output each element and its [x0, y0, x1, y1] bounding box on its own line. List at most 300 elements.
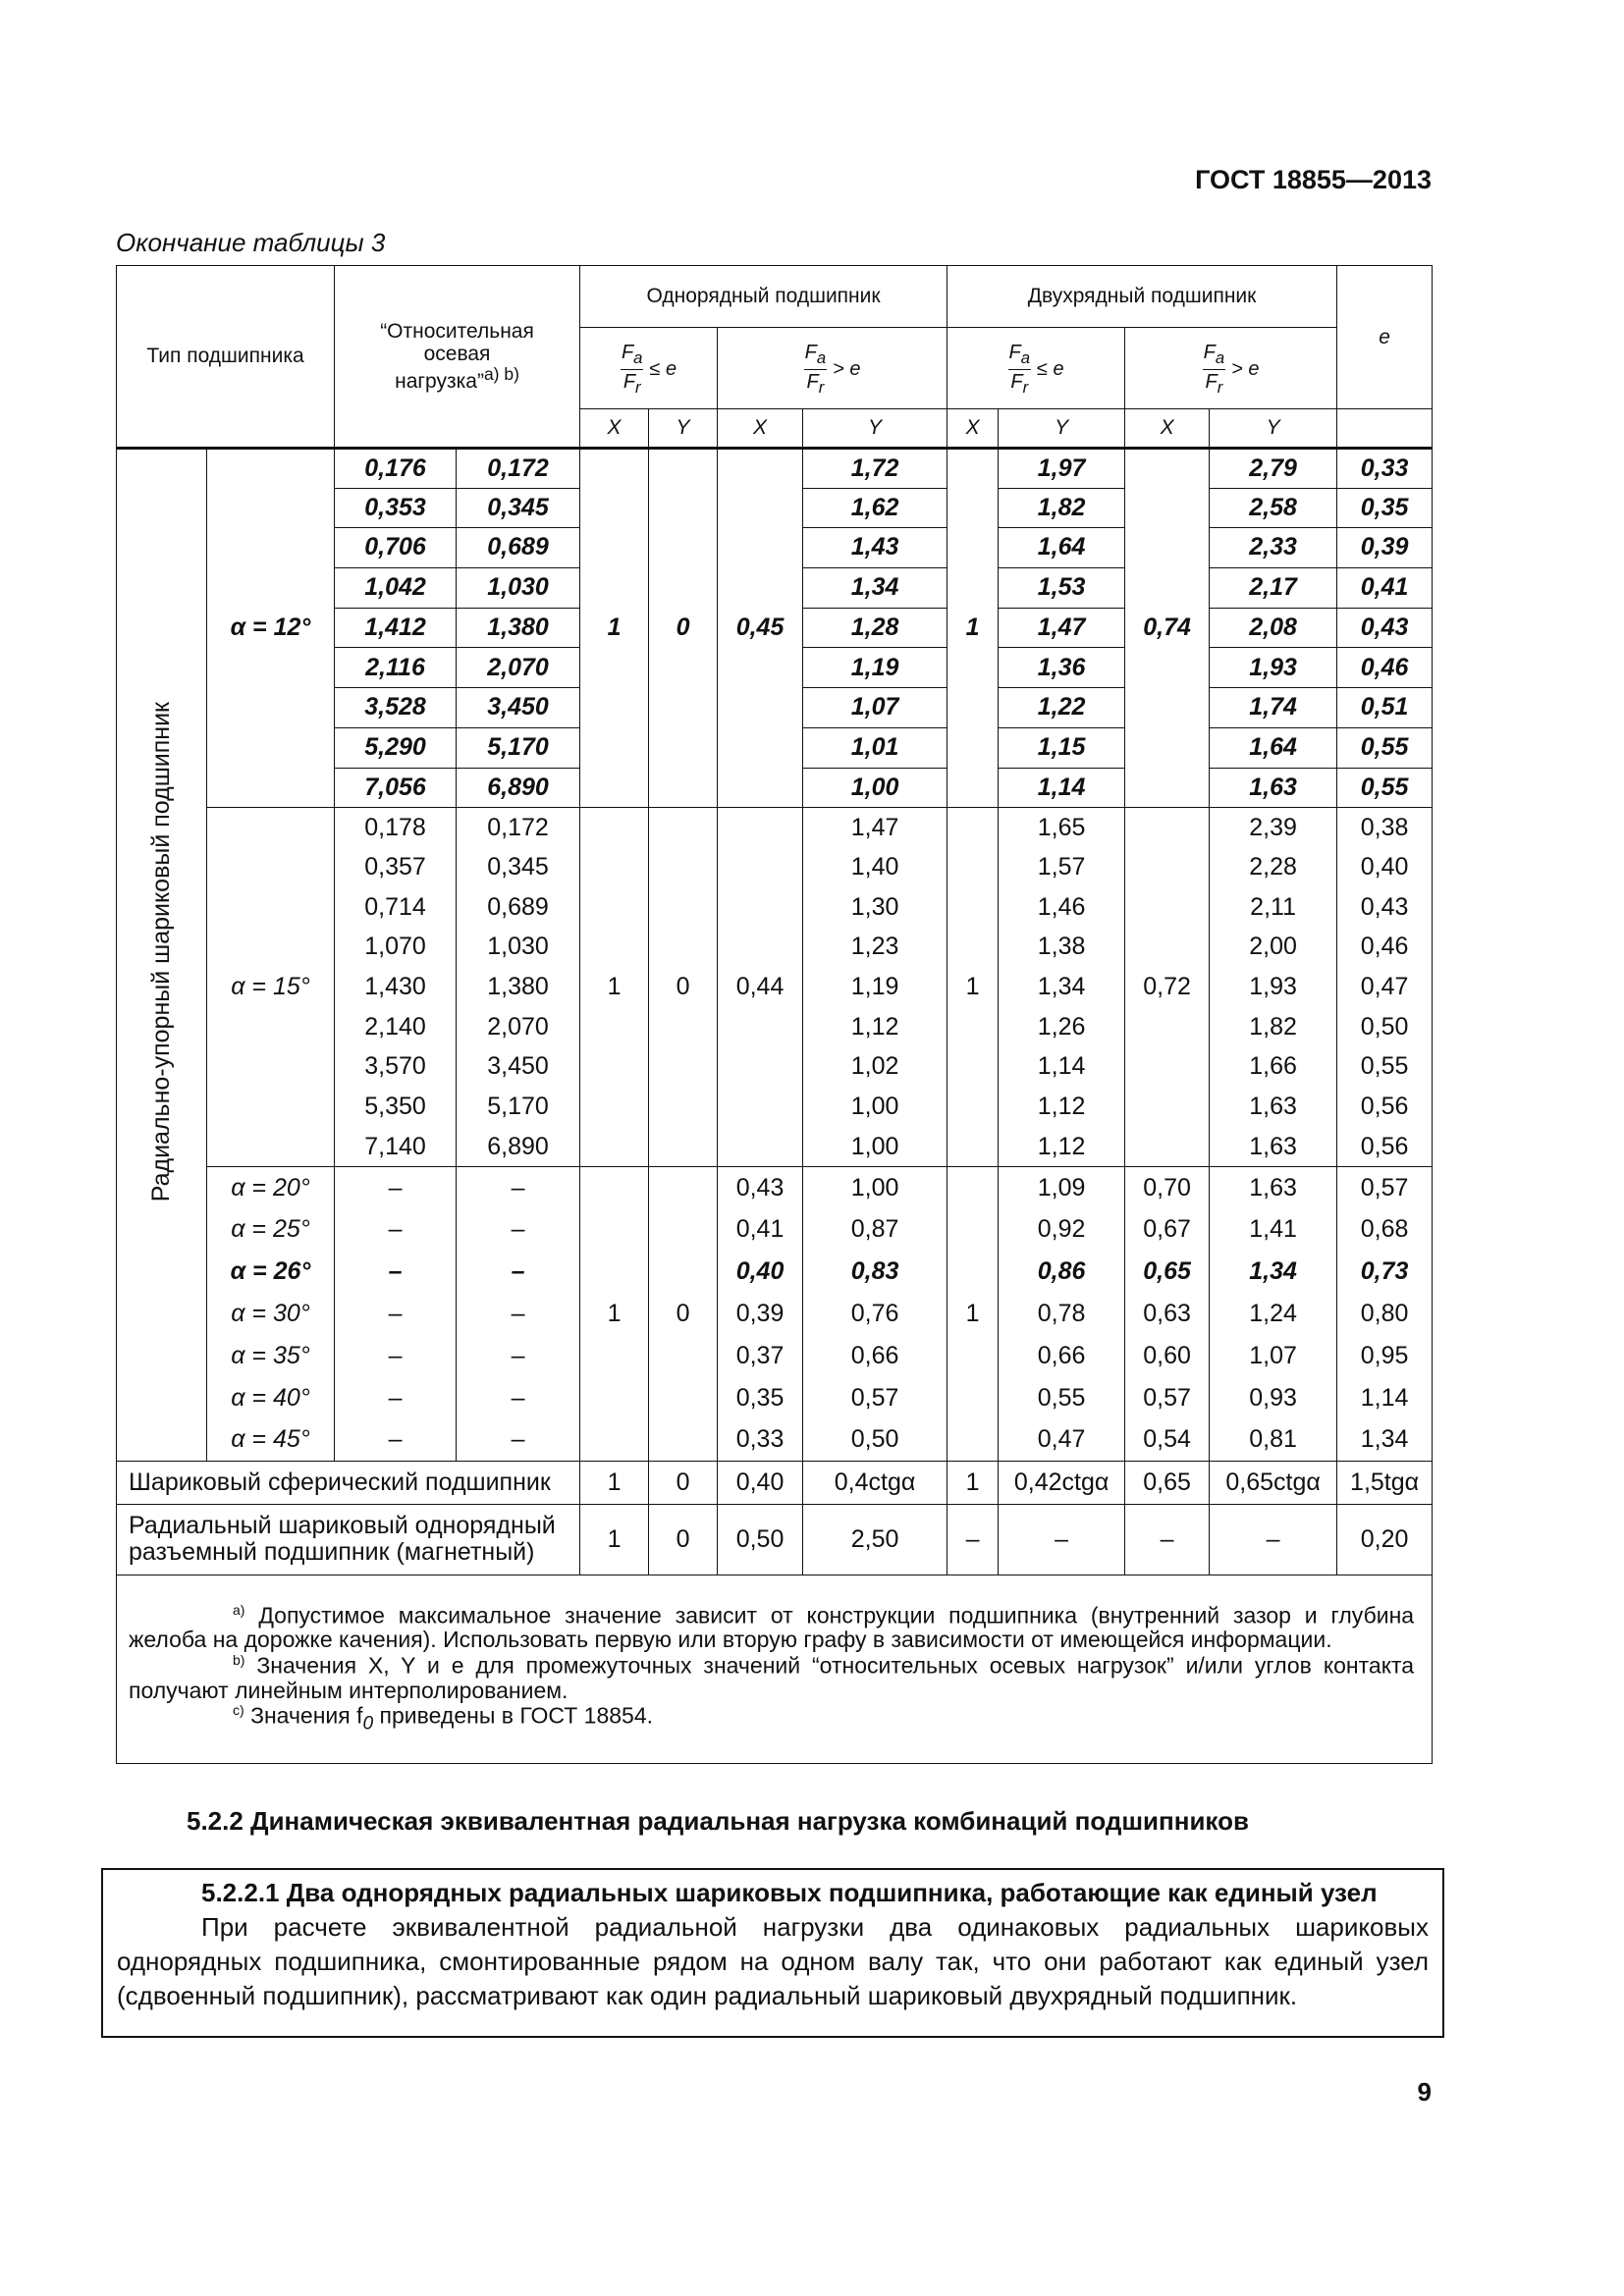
double-x-le: 1	[947, 1167, 999, 1462]
alpha-15-label: α = 15°	[207, 808, 335, 1167]
double-y-gt: 1,66	[1210, 1047, 1337, 1088]
footnote-mark: b)	[233, 1651, 245, 1668]
header-x-1: X	[580, 409, 649, 449]
single-x-gt: 0,39	[718, 1293, 803, 1335]
double-y-gt: 1,34	[1210, 1251, 1337, 1293]
single-y-gt: 1,34	[803, 568, 947, 609]
fraction-den-subscript: r	[1217, 377, 1223, 397]
load-value: 0,714	[335, 887, 457, 928]
double-y-le: 1,34	[999, 967, 1125, 1007]
section-heading: 5.2.2 Динамическая эквивалентная радиальная нагрузка комбинаций подшипников	[187, 1806, 1249, 1836]
double-y-gt: 1,82	[1210, 1007, 1337, 1047]
row-alpha-large	[117, 1293, 1433, 1335]
header-x-3: X	[718, 409, 803, 449]
footnote-mark: c)	[233, 1702, 244, 1719]
footnote	[129, 1603, 1414, 1653]
bearing-group-label	[117, 449, 207, 1462]
double-x-gt: 0,65	[1125, 1251, 1210, 1293]
double-y-gt: 1,41	[1210, 1209, 1337, 1252]
alpha-label: α = 35°	[207, 1335, 335, 1377]
double-y-le: 1,36	[999, 648, 1125, 688]
header-double-le	[947, 328, 1125, 409]
e-value: 0,38	[1337, 808, 1433, 848]
load-value: –	[335, 1293, 457, 1335]
double-y-le: 1,57	[999, 847, 1125, 887]
double-y-le: 1,82	[999, 488, 1125, 528]
single-x-gt: 0,35	[718, 1377, 803, 1419]
double-y-gt: 1,63	[1210, 1127, 1337, 1167]
double-y-le: 0,55	[999, 1377, 1125, 1419]
e-value: 0,57	[1337, 1167, 1433, 1209]
e-value: 0,68	[1337, 1209, 1433, 1252]
single-y-gt: 0,76	[803, 1293, 947, 1335]
fraction-denominator	[806, 370, 824, 397]
double-y-le: 1,97	[999, 449, 1125, 489]
double-y-gt: 1,63	[1210, 1088, 1337, 1128]
double-y-gt: 2,28	[1210, 847, 1337, 887]
double-y-gt: 2,33	[1210, 528, 1337, 568]
load-value: –	[457, 1335, 580, 1377]
double-y-le: 1,22	[999, 688, 1125, 728]
single-y-gt: 0,66	[803, 1335, 947, 1377]
load-value: 0,357	[335, 847, 457, 887]
single-y-gt: 0,57	[803, 1377, 947, 1419]
single-x-le: 1	[580, 1167, 649, 1462]
header-y-8: Y	[1210, 409, 1337, 449]
e-value: 0,39	[1337, 528, 1433, 568]
fraction-num-symbol: F	[1203, 341, 1216, 363]
load-value: 1,070	[335, 928, 457, 968]
condition-relation: ≤ e	[649, 358, 677, 380]
e-value: 0,35	[1337, 488, 1433, 528]
load-value: 0,178	[335, 808, 457, 848]
single-y-gt: 1,28	[803, 608, 947, 648]
load-value: 3,528	[335, 688, 457, 728]
double-y-le: 1,38	[999, 928, 1125, 968]
e-value: 0,55	[1337, 1047, 1433, 1088]
load-value: 0,353	[335, 488, 457, 528]
footnote-subscript: 0	[362, 1713, 374, 1735]
magneto-value: 1	[580, 1504, 649, 1575]
single-x-gt: 0,45	[718, 449, 803, 808]
double-x-gt: 0,60	[1125, 1335, 1210, 1377]
load-value: –	[457, 1377, 580, 1419]
double-y-gt: 1,24	[1210, 1293, 1337, 1335]
fraction-fa-fr	[1008, 343, 1031, 396]
load-value: 1,030	[457, 928, 580, 968]
double-y-gt: 2,17	[1210, 568, 1337, 609]
load-value: –	[457, 1419, 580, 1462]
load-value: 0,689	[457, 887, 580, 928]
load-value: 1,430	[335, 967, 457, 1007]
header-single-gt	[718, 328, 947, 409]
row-alpha12	[117, 449, 1433, 489]
magneto-label-line: разъемный подшипник (магнетный)	[129, 1538, 535, 1567]
single-y-gt: 1,72	[803, 449, 947, 489]
load-value: –	[335, 1377, 457, 1419]
fraction-den-symbol: F	[806, 370, 819, 393]
double-x-gt: 0,54	[1125, 1419, 1210, 1462]
single-x-le: 1	[580, 449, 649, 808]
single-x-gt: 0,33	[718, 1419, 803, 1462]
double-y-gt: 2,58	[1210, 488, 1337, 528]
single-x-gt: 0,40	[718, 1251, 803, 1293]
load-value: 6,890	[457, 768, 580, 808]
single-x-gt: 0,44	[718, 808, 803, 1167]
single-y-gt: 1,23	[803, 928, 947, 968]
single-y-le: 0	[649, 449, 718, 808]
load-value: 5,170	[457, 1088, 580, 1128]
e-value: 0,40	[1337, 847, 1433, 887]
fraction-numerator	[1008, 343, 1031, 370]
e-value: 0,56	[1337, 1088, 1433, 1128]
header-e: e	[1337, 266, 1433, 409]
double-y-gt: 2,11	[1210, 887, 1337, 928]
header-double-row: Двухрядный подшипник	[947, 266, 1337, 328]
double-y-le: 0,47	[999, 1419, 1125, 1462]
single-x-gt: 0,41	[718, 1209, 803, 1252]
fraction-num-subscript: a	[1215, 347, 1225, 367]
load-value: 5,170	[457, 727, 580, 768]
load-value: 3,570	[335, 1047, 457, 1088]
clause-heading: 5.2.2.1 Два однорядных радиальных шариковых подшипника, работающие как единый узел	[201, 1878, 1378, 1907]
magneto-value: –	[999, 1504, 1125, 1575]
fraction-den-subscript: r	[1022, 377, 1029, 397]
spherical-value: 0,4ctgα	[803, 1461, 947, 1504]
footnote	[129, 1703, 1414, 1734]
condition-expression	[1008, 343, 1064, 396]
single-y-gt: 1,00	[803, 1127, 947, 1167]
single-y-gt: 1,47	[803, 808, 947, 848]
header-e-blank	[1337, 409, 1433, 449]
single-x-le: 1	[580, 808, 649, 1167]
footnote-text: Значения X, Y и e для промежуточных значений “относительных осевых нагрузок” и/или углов контакта получают линейным интерполированием.	[129, 1652, 1415, 1703]
spherical-value: 1,5tgα	[1337, 1461, 1433, 1504]
double-y-le: 1,47	[999, 608, 1125, 648]
single-y-gt: 1,19	[803, 648, 947, 688]
double-x-gt: 0,72	[1125, 808, 1210, 1167]
row-magneto	[117, 1504, 1433, 1575]
fraction-den-subscript: r	[818, 377, 825, 397]
footnote-text: Значения f	[250, 1702, 363, 1729]
bearing-factors-table	[116, 265, 1433, 1764]
e-value: 0,33	[1337, 449, 1433, 489]
fraction-den-symbol: F	[1205, 370, 1218, 393]
spherical-value: 1	[580, 1461, 649, 1504]
double-y-gt: 1,93	[1210, 648, 1337, 688]
load-value: 2,140	[335, 1007, 457, 1047]
e-value: 0,46	[1337, 648, 1433, 688]
double-y-gt: 0,93	[1210, 1377, 1337, 1419]
load-value: 1,412	[335, 608, 457, 648]
fraction-fa-fr	[804, 343, 827, 396]
load-value: –	[457, 1167, 580, 1209]
single-y-gt: 1,01	[803, 727, 947, 768]
magneto-value: –	[947, 1504, 999, 1575]
spherical-value: 0,42ctgα	[999, 1461, 1125, 1504]
double-y-gt: 2,00	[1210, 928, 1337, 968]
magneto-value: 0	[649, 1504, 718, 1575]
load-value: 0,345	[457, 488, 580, 528]
e-value: 0,55	[1337, 727, 1433, 768]
header-relative-axial-load	[335, 266, 580, 449]
magneto-label-line: Радиальный шариковый однорядный	[129, 1511, 556, 1539]
double-y-le: 1,12	[999, 1088, 1125, 1128]
double-y-gt: 1,63	[1210, 1167, 1337, 1209]
row-alpha-large	[117, 1419, 1433, 1462]
table-caption: Окончание таблицы 3	[116, 228, 386, 257]
fraction-numerator	[1203, 343, 1225, 370]
load-value: 2,070	[457, 648, 580, 688]
double-y-le: 1,09	[999, 1167, 1125, 1209]
header-load-line: осевая	[423, 342, 491, 365]
load-value: 1,380	[457, 608, 580, 648]
fraction-num-symbol: F	[621, 341, 634, 363]
double-y-gt: 1,07	[1210, 1335, 1337, 1377]
double-y-gt: 1,93	[1210, 967, 1337, 1007]
row-alpha-large	[117, 1335, 1433, 1377]
load-value: 6,890	[457, 1127, 580, 1167]
double-y-gt: 1,63	[1210, 768, 1337, 808]
load-value: 2,116	[335, 648, 457, 688]
single-y-le: 0	[649, 808, 718, 1167]
e-value: 0,43	[1337, 608, 1433, 648]
single-y-gt: 0,87	[803, 1209, 947, 1252]
footnote-text: Допустимое максимальное значение зависит от конструкции подшипника (внутренний зазор и глубина желоба на дорожке качения). Использовать первую или вторую графу в зависимости от имеющейся информации.	[129, 1602, 1415, 1653]
fraction-fa-fr	[621, 343, 643, 396]
single-y-gt: 1,00	[803, 1088, 947, 1128]
e-value: 0,56	[1337, 1127, 1433, 1167]
load-value: –	[335, 1167, 457, 1209]
load-value: 2,070	[457, 1007, 580, 1047]
load-value: 7,140	[335, 1127, 457, 1167]
double-y-le: 0,86	[999, 1251, 1125, 1293]
page-number: 9	[1417, 2077, 1432, 2107]
magneto-value: 0,20	[1337, 1504, 1433, 1575]
magneto-value: –	[1210, 1504, 1337, 1575]
double-y-gt: 2,39	[1210, 808, 1337, 848]
magneto-value: –	[1125, 1504, 1210, 1575]
header-y-2: Y	[649, 409, 718, 449]
single-y-gt: 1,40	[803, 847, 947, 887]
header-x-5: X	[947, 409, 999, 449]
double-y-gt: 0,81	[1210, 1419, 1337, 1462]
load-value: –	[457, 1293, 580, 1335]
single-x-gt: 0,37	[718, 1335, 803, 1377]
framed-clause	[101, 1868, 1444, 2038]
double-y-gt: 2,08	[1210, 608, 1337, 648]
load-value: –	[335, 1209, 457, 1252]
condition-relation: > e	[1231, 358, 1260, 380]
fraction-denominator	[1010, 370, 1028, 397]
load-value: 5,350	[335, 1088, 457, 1128]
load-value: 0,706	[335, 528, 457, 568]
load-value: –	[335, 1251, 457, 1293]
row-alpha-large	[117, 1209, 1433, 1252]
header-double-gt	[1125, 328, 1337, 409]
row-spherical	[117, 1461, 1433, 1504]
fraction-denominator	[1206, 370, 1223, 397]
double-x-le: 1	[947, 449, 999, 808]
e-value: 0,46	[1337, 928, 1433, 968]
e-value: 1,14	[1337, 1377, 1433, 1419]
double-y-le: 1,65	[999, 808, 1125, 848]
single-y-gt: 1,30	[803, 887, 947, 928]
fraction-numerator	[621, 343, 643, 370]
double-x-le: 1	[947, 808, 999, 1167]
fraction-den-subscript: r	[635, 377, 641, 397]
e-value: 0,55	[1337, 768, 1433, 808]
fraction-numerator	[804, 343, 827, 370]
alpha-label: α = 25°	[207, 1209, 335, 1252]
double-y-le: 1,26	[999, 1007, 1125, 1047]
condition-expression	[804, 343, 861, 396]
spherical-label: Шариковый сферический подшипник	[117, 1461, 580, 1504]
load-value: –	[335, 1335, 457, 1377]
document-code: ГОСТ 18855—2013	[1195, 165, 1432, 194]
e-value: 0,80	[1337, 1293, 1433, 1335]
header-load-line	[335, 365, 579, 393]
single-y-gt: 1,07	[803, 688, 947, 728]
condition-expression	[1203, 343, 1260, 396]
fraction-num-subscript: a	[816, 347, 827, 367]
alpha-label: α = 45°	[207, 1419, 335, 1462]
fraction-den-symbol: F	[623, 370, 636, 393]
header-load-footnote: a) b)	[483, 364, 519, 385]
load-value: 7,056	[335, 768, 457, 808]
bearing-group-text: Радиально-упорный шариковый подшипник	[146, 702, 175, 1202]
double-y-gt: 1,64	[1210, 727, 1337, 768]
double-y-le: 1,14	[999, 1047, 1125, 1088]
magneto-label	[117, 1504, 580, 1575]
double-y-le: 0,66	[999, 1335, 1125, 1377]
table-body	[117, 266, 1433, 1764]
header-y-4: Y	[803, 409, 947, 449]
double-x-gt: 0,74	[1125, 449, 1210, 808]
spherical-value: 0,40	[718, 1461, 803, 1504]
load-value: 1,030	[457, 568, 580, 609]
spherical-value: 1	[947, 1461, 999, 1504]
single-y-gt: 1,00	[803, 1167, 947, 1209]
e-value: 0,50	[1337, 1007, 1433, 1047]
spherical-value: 0,65	[1125, 1461, 1210, 1504]
row-alpha-large	[117, 1377, 1433, 1419]
double-y-gt: 2,79	[1210, 449, 1337, 489]
double-y-le: 1,64	[999, 528, 1125, 568]
condition-relation: > e	[833, 358, 861, 380]
magneto-value: 2,50	[803, 1504, 947, 1575]
double-y-le: 0,78	[999, 1293, 1125, 1335]
fraction-num-subscript: a	[1020, 347, 1030, 367]
double-y-le: 1,12	[999, 1127, 1125, 1167]
alpha-label: α = 26°	[207, 1251, 335, 1293]
header-row-1	[117, 266, 1433, 328]
fraction-num-symbol: F	[1008, 341, 1021, 363]
load-value: 0,176	[335, 449, 457, 489]
load-value: 0,172	[457, 449, 580, 489]
single-y-gt: 0,83	[803, 1251, 947, 1293]
footnote-text: приведены в ГОСТ 18854.	[373, 1702, 654, 1729]
e-value: 1,34	[1337, 1419, 1433, 1462]
row-alpha-large	[117, 1251, 1433, 1293]
single-y-gt: 1,62	[803, 488, 947, 528]
load-value: 1,380	[457, 967, 580, 1007]
e-value: 0,43	[1337, 887, 1433, 928]
load-value: 0,345	[457, 847, 580, 887]
load-value: 5,290	[335, 727, 457, 768]
load-value: 0,172	[457, 808, 580, 848]
single-y-gt: 1,43	[803, 528, 947, 568]
header-single-row: Однорядный подшипник	[580, 266, 947, 328]
clause-paragraph: При расчете эквивалентной радиальной нагрузки два одинаковых радиальных шариковых однорядных подшипника, смонтированные рядом на одном валу так, что они работают как единый узел (сдвоенный подшипник), рассматривают как один радиальный шариковый двухрядный подшипник.	[117, 1912, 1429, 2010]
load-value: –	[457, 1251, 580, 1293]
double-y-gt: 1,74	[1210, 688, 1337, 728]
header-load-line: “Относительная	[380, 319, 534, 343]
double-y-le: 1,53	[999, 568, 1125, 609]
e-value: 0,51	[1337, 688, 1433, 728]
magneto-value: 0,50	[718, 1504, 803, 1575]
double-x-gt: 0,70	[1125, 1167, 1210, 1209]
table-footnotes	[117, 1575, 1433, 1763]
single-x-gt: 0,43	[718, 1167, 803, 1209]
e-value: 0,41	[1337, 568, 1433, 609]
alpha-label: α = 40°	[207, 1377, 335, 1419]
alpha-label: α = 30°	[207, 1293, 335, 1335]
load-value: –	[335, 1419, 457, 1462]
spherical-value: 0,65ctgα	[1210, 1461, 1337, 1504]
spherical-value: 0	[649, 1461, 718, 1504]
fraction-den-symbol: F	[1010, 370, 1023, 393]
fraction-denominator	[623, 370, 641, 397]
row-alpha-large	[117, 1167, 1433, 1209]
single-y-gt: 1,12	[803, 1007, 947, 1047]
double-x-gt: 0,57	[1125, 1377, 1210, 1419]
alpha-label: α = 20°	[207, 1167, 335, 1209]
fraction-fa-fr	[1203, 343, 1225, 396]
row-alpha15	[117, 808, 1433, 848]
footnote	[129, 1653, 1414, 1703]
fraction-num-subscript: a	[633, 347, 643, 367]
e-value: 0,95	[1337, 1335, 1433, 1377]
double-y-le: 1,46	[999, 887, 1125, 928]
double-x-gt: 0,63	[1125, 1293, 1210, 1335]
double-y-le: 0,92	[999, 1209, 1125, 1252]
single-y-gt: 1,19	[803, 967, 947, 1007]
condition-relation: ≤ e	[1036, 358, 1064, 380]
e-value: 0,47	[1337, 967, 1433, 1007]
single-y-gt: 1,00	[803, 768, 947, 808]
single-y-gt: 1,02	[803, 1047, 947, 1088]
header-load-text: нагрузка”	[395, 370, 484, 394]
header-single-le	[580, 328, 718, 409]
load-value: 3,450	[457, 1047, 580, 1088]
double-y-le: 1,15	[999, 727, 1125, 768]
single-y-le: 0	[649, 1167, 718, 1462]
double-y-le: 1,14	[999, 768, 1125, 808]
double-x-gt: 0,67	[1125, 1209, 1210, 1252]
header-y-6: Y	[999, 409, 1125, 449]
alpha-12-label: α = 12°	[207, 449, 335, 808]
load-value: 3,450	[457, 688, 580, 728]
load-value: 0,689	[457, 528, 580, 568]
row-notes	[117, 1575, 1433, 1763]
condition-expression	[621, 343, 677, 396]
load-value: 1,042	[335, 568, 457, 609]
fraction-num-symbol: F	[804, 341, 817, 363]
header-bearing-type: Тип подшипника	[117, 266, 335, 449]
header-x-7: X	[1125, 409, 1210, 449]
load-value: –	[457, 1209, 580, 1252]
